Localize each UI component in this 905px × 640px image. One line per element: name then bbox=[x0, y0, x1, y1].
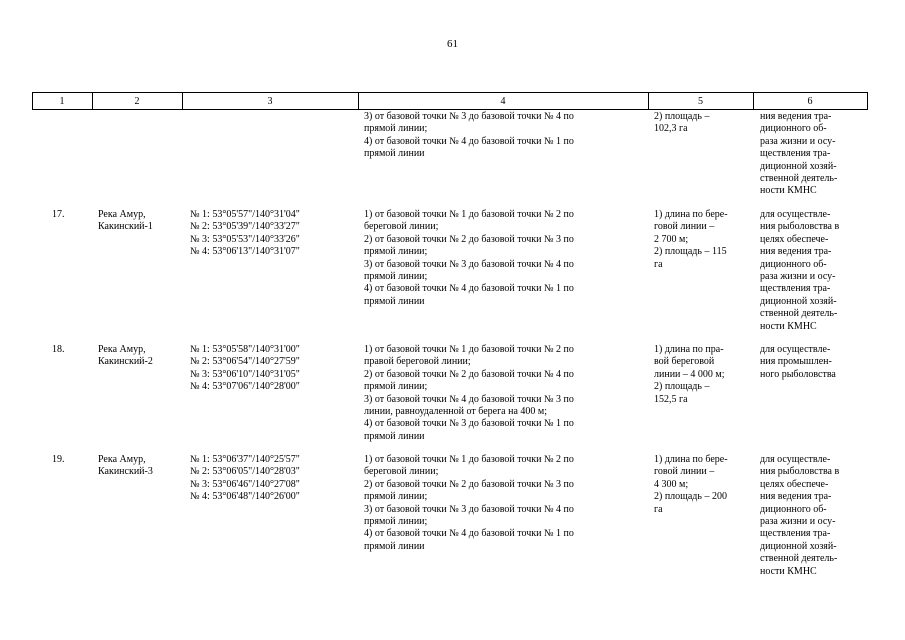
coordinates-cell: № 1: 53°05'57"/140°31'04" № 2: 53°05'39"/140°33'27" № 3: 53°05'53"/140°33'26" № 4: 53°06'13"/140°31'07" bbox=[190, 209, 300, 258]
boundary-lines-cell: 1) от базовой точки № 1 до базовой точки № 2 по правой береговой линии; 2) от базовой точки № 2 до базовой точки № 4 по прямой линии; 3) от базовой точки № 4 до базовой точки № 3 по линии, равноудаленной от берега на 400 м; 4) от базовой точки № 3 до базовой точки № 1 по прямой линии bbox=[364, 344, 574, 442]
area-size-cell: 1) длина по бере- говой линии – 2 700 м; 2) площадь – 115 га bbox=[654, 209, 728, 270]
row-number-cell: 18. bbox=[52, 344, 65, 355]
column-header: 6 bbox=[807, 96, 813, 107]
column-header: 4 bbox=[500, 96, 506, 107]
page-number: 61 bbox=[447, 38, 458, 50]
coordinates-cell: № 1: 53°06'37"/140°25'57" № 2: 53°06'05"/140°28'03" № 3: 53°06'46"/140°27'08" № 4: 53°06'48"/140°26'00" bbox=[190, 454, 300, 503]
column-header: 3 bbox=[267, 96, 273, 107]
purpose-cell: ния ведения тра- диционного об- раза жизни и осу- ществления тра- диционной хозяй- ственной деятель- ности КМНС bbox=[760, 111, 838, 197]
coordinates-cell: № 1: 53°05'58"/140°31'00" № 2: 53°06'54"/140°27'59" № 3: 53°06'10"/140°31'05" № 4: 53°07'06"/140°28'00" bbox=[190, 344, 300, 393]
row-number-cell: 19. bbox=[52, 454, 65, 465]
purpose-cell: для осуществле- ния рыболовства в целях обеспече- ния ведения тра- диционного об- раза жизни и осу- ществления тра- диционной хозяй- ственной деятель- ности КМНС bbox=[760, 454, 840, 577]
header-divider bbox=[867, 92, 868, 109]
column-header: 1 bbox=[59, 96, 65, 107]
site-name-cell: Река Амур, Какинский-3 bbox=[98, 454, 153, 478]
row-number-cell: 17. bbox=[52, 209, 65, 220]
header-top-border bbox=[32, 92, 868, 93]
area-size-cell: 1) длина по пра- вой береговой линии – 4 000 м; 2) площадь – 152,5 га bbox=[654, 344, 725, 405]
area-size-cell: 1) длина по бере- говой линии – 4 300 м; 2) площадь – 200 га bbox=[654, 454, 728, 515]
header-bottom-border bbox=[32, 109, 868, 110]
area-size-cell: 2) площадь – 102,3 га bbox=[654, 111, 710, 135]
boundary-lines-cell: 1) от базовой точки № 1 до базовой точки № 2 по береговой линии; 2) от базовой точки № 2 до базовой точки № 3 по прямой линии; 3) от базовой точки № 3 до базовой точки № 4 по прямой линии; 4) от базовой точки № 4 до базовой точки № 1 по прямой линии bbox=[364, 209, 574, 307]
purpose-cell: для осуществле- ния рыболовства в целях обеспече- ния ведения тра- диционного об- раза жизни и осу- ществления тра- диционной хозяй- ственной деятель- ности КМНС bbox=[760, 209, 840, 332]
boundary-lines-cell: 3) от базовой точки № 3 до базовой точки № 4 по прямой линии; 4) от базовой точки № 4 до базовой точки № 1 по прямой линии bbox=[364, 111, 574, 160]
column-header: 5 bbox=[698, 96, 703, 107]
boundary-lines-cell: 1) от базовой точки № 1 до базовой точки № 2 по береговой линии; 2) от базовой точки № 2 до базовой точки № 3 по прямой линии; 3) от базовой точки № 3 до базовой точки № 4 по прямой линии; 4) от базовой точки № 4 до базовой точки № 1 по прямой линии bbox=[364, 454, 574, 552]
purpose-cell: для осуществле- ния промышлен- ного рыболовства bbox=[760, 344, 836, 380]
column-header: 2 bbox=[134, 96, 140, 107]
site-name-cell: Река Амур, Какинский-1 bbox=[98, 209, 153, 233]
site-name-cell: Река Амур, Какинский-2 bbox=[98, 344, 153, 368]
